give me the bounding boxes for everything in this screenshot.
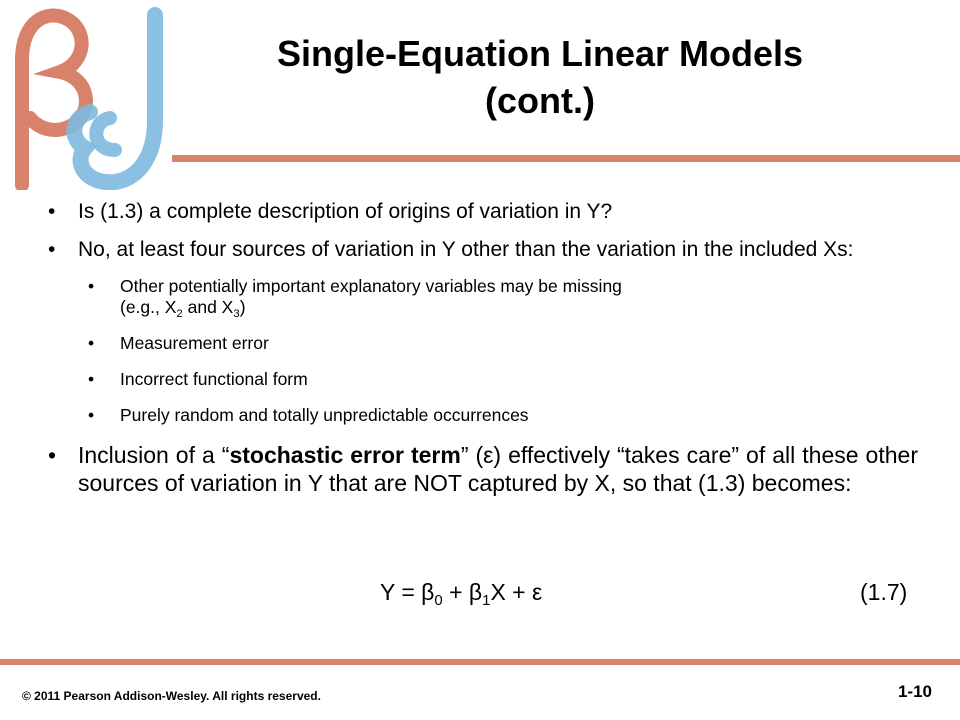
bullet-1-text: Is (1.3) a complete description of origins of variation in Y?	[78, 200, 613, 223]
beta-epsilon-logo	[0, 0, 175, 190]
slide-number: 1-10	[897, 682, 932, 701]
sub-bullet-3-text: Incorrect functional form	[120, 369, 308, 389]
bullet-marker: •	[48, 200, 56, 223]
title-line-2: (cont.)	[485, 80, 595, 121]
sub-bullet-1	[48, 276, 928, 318]
slide-body	[48, 200, 928, 497]
bullet-2	[48, 238, 928, 262]
bullet-1	[48, 200, 928, 224]
bullet-3-emphasis: stochastic error term	[229, 442, 461, 468]
sub-bullet-1-line-1: Other potentially important explanatory variables may be missing	[120, 276, 622, 296]
sub-bullet-marker: •	[88, 405, 95, 425]
bullet-3-text-pre: Inclusion of a “	[78, 442, 230, 468]
sub-bullet-1-line-2: (e.g., $X_2$ and $X_3$)	[120, 297, 246, 320]
bullet-2-text: No, at least four sources of variation in Y other than the variation in the included Xs:	[78, 238, 854, 261]
sub-bullet-marker: •	[88, 369, 95, 389]
sub-bullet-3	[48, 369, 928, 390]
bullet-marker: •	[48, 442, 57, 468]
sub-bullet-2-text: Measurement error	[120, 333, 269, 353]
equation: $Y = \beta_0 + \beta_1X + \varepsilon$	[380, 579, 543, 610]
title-line-1: Single-Equation Linear Models	[276, 33, 804, 74]
slide-title	[190, 30, 890, 124]
footer-divider	[0, 659, 960, 665]
sub-bullet-4	[48, 405, 928, 426]
sub-bullet-marker: •	[88, 333, 95, 353]
sub-bullet-list	[48, 276, 928, 426]
sub-bullet-4-text: Purely random and totally unpredictable occurrences	[120, 405, 529, 425]
copyright-notice: © 2011 Pearson Addison-Wesley. All rights reserved.	[22, 689, 321, 703]
sub-bullet-marker: •	[88, 276, 95, 296]
bullet-marker: •	[48, 238, 56, 261]
bullet-3-text-post: ” (ε) effectively “takes care” of all these other sources of variation in Y that are NOT captured by X, so that (1.3) becomes:	[78, 442, 918, 496]
equation-number: (1.7)	[860, 579, 908, 605]
sub-bullet-2	[48, 333, 928, 354]
bullet-3	[48, 441, 918, 497]
title-divider	[172, 155, 960, 162]
